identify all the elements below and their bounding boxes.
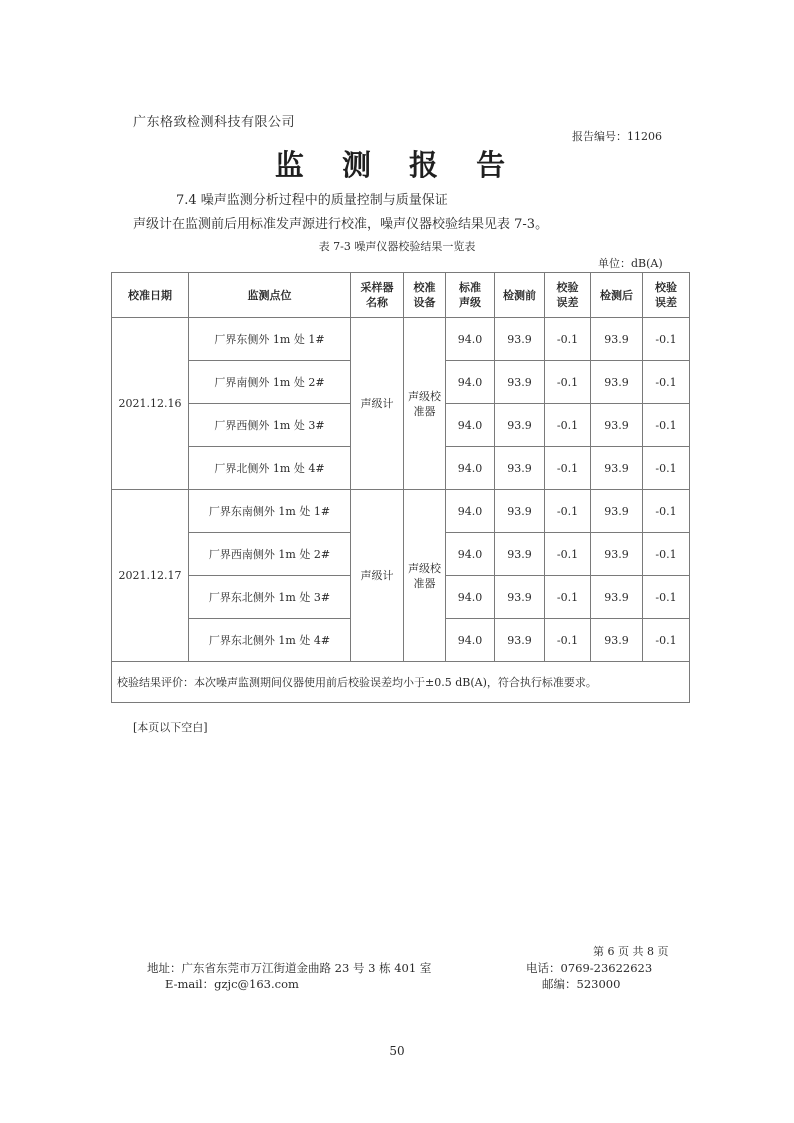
cell-device: 声级校 准器 bbox=[404, 318, 446, 490]
cell-point: 厂界南侧外 1m 处 2# bbox=[189, 361, 351, 404]
header-sampler: 采样器 名称 bbox=[351, 273, 404, 318]
cell-standard: 94.0 bbox=[446, 619, 495, 662]
footer-address: 地址：广东省东莞市万江街道金曲路 23 号 3 栋 401 室 bbox=[147, 961, 432, 975]
section-paragraph: 声级计在监测前后用标准发声源进行校准，噪声仪器校验结果见表 7-3。 bbox=[133, 217, 549, 232]
header-standard-level: 标准 声级 bbox=[446, 273, 495, 318]
cell-error-before: -0.1 bbox=[545, 576, 591, 619]
cell-device: 声级校 准器 bbox=[404, 490, 446, 662]
cell-after: 93.9 bbox=[591, 361, 643, 404]
cell-after: 93.9 bbox=[591, 490, 643, 533]
header-error-before: 校验 误差 bbox=[545, 273, 591, 318]
cell-after: 93.9 bbox=[591, 447, 643, 490]
cell-date: 2021.12.16 bbox=[112, 318, 189, 490]
footer-phone: 电话：0769-23622623 bbox=[526, 961, 653, 975]
cell-point: 厂界东侧外 1m 处 1# bbox=[189, 318, 351, 361]
cell-standard: 94.0 bbox=[446, 404, 495, 447]
table-row bbox=[112, 490, 690, 533]
cell-after: 93.9 bbox=[591, 533, 643, 576]
cell-error-before: -0.1 bbox=[545, 490, 591, 533]
page-of-label: 第 6 页 共 8 页 bbox=[593, 945, 669, 958]
table-row bbox=[112, 318, 690, 361]
cell-point: 厂界西南侧外 1m 处 2# bbox=[189, 533, 351, 576]
cell-error-after: -0.1 bbox=[643, 318, 690, 361]
cell-point: 厂界北侧外 1m 处 4# bbox=[189, 447, 351, 490]
cell-point: 厂界西侧外 1m 处 3# bbox=[189, 404, 351, 447]
section-heading: 7.4 噪声监测分析过程中的质量控制与质量保证 bbox=[176, 193, 448, 208]
footer-email: E-mail：gzjc@163.com bbox=[165, 977, 299, 991]
cell-error-after: -0.1 bbox=[643, 447, 690, 490]
cell-error-before: -0.1 bbox=[545, 361, 591, 404]
cell-before: 93.9 bbox=[495, 318, 545, 361]
cell-point: 厂界东南侧外 1m 处 1# bbox=[189, 490, 351, 533]
table-header-row bbox=[112, 273, 690, 318]
cell-after: 93.9 bbox=[591, 576, 643, 619]
cell-error-after: -0.1 bbox=[643, 404, 690, 447]
cell-standard: 94.0 bbox=[446, 318, 495, 361]
cell-point: 厂界东北侧外 1m 处 4# bbox=[189, 619, 351, 662]
cell-sampler: 声级计 bbox=[351, 490, 404, 662]
cell-error-before: -0.1 bbox=[545, 318, 591, 361]
cell-error-before: -0.1 bbox=[545, 404, 591, 447]
footer-postcode: 邮编：523000 bbox=[542, 977, 621, 991]
cell-before: 93.9 bbox=[495, 576, 545, 619]
cell-after: 93.9 bbox=[591, 619, 643, 662]
company-name: 广东格致检测科技有限公司 bbox=[133, 115, 296, 130]
report-number: 报告编号：11206 bbox=[572, 130, 662, 143]
cell-error-before: -0.1 bbox=[545, 619, 591, 662]
cell-error-before: -0.1 bbox=[545, 447, 591, 490]
cell-standard: 94.0 bbox=[446, 361, 495, 404]
page-number: 50 bbox=[389, 1044, 405, 1058]
cell-error-after: -0.1 bbox=[643, 619, 690, 662]
header-after: 检测后 bbox=[591, 273, 643, 318]
header-date: 校准日期 bbox=[112, 273, 189, 318]
cell-error-after: -0.1 bbox=[643, 576, 690, 619]
cell-after: 93.9 bbox=[591, 404, 643, 447]
cell-standard: 94.0 bbox=[446, 490, 495, 533]
cell-before: 93.9 bbox=[495, 447, 545, 490]
cell-error-after: -0.1 bbox=[643, 361, 690, 404]
cell-date: 2021.12.17 bbox=[112, 490, 189, 662]
cell-after: 93.9 bbox=[591, 318, 643, 361]
cell-error-after: -0.1 bbox=[643, 490, 690, 533]
cell-before: 93.9 bbox=[495, 533, 545, 576]
cell-before: 93.9 bbox=[495, 404, 545, 447]
cell-sampler: 声级计 bbox=[351, 318, 404, 490]
cell-point: 厂界东北侧外 1m 处 3# bbox=[189, 576, 351, 619]
cell-error-after: -0.1 bbox=[643, 533, 690, 576]
blank-note: [本页以下空白] bbox=[133, 721, 208, 734]
cell-error-before: -0.1 bbox=[545, 533, 591, 576]
header-error-after: 校验 误差 bbox=[643, 273, 690, 318]
table-caption: 表 7-3 噪声仪器校验结果一览表 bbox=[318, 240, 476, 253]
cell-standard: 94.0 bbox=[446, 447, 495, 490]
report-title: 监 测 报 告 bbox=[274, 148, 520, 182]
cell-before: 93.9 bbox=[495, 361, 545, 404]
table-remark-row bbox=[112, 662, 690, 703]
cell-standard: 94.0 bbox=[446, 576, 495, 619]
header-point: 监测点位 bbox=[189, 273, 351, 318]
calibration-table bbox=[111, 272, 690, 703]
cell-remark: 校验结果评价：本次噪声监测期间仪器使用前后校验误差均小于±0.5 dB(A)，符合执行标准要求。 bbox=[112, 662, 690, 703]
header-device: 校准 设备 bbox=[404, 273, 446, 318]
cell-before: 93.9 bbox=[495, 619, 545, 662]
header-before: 检测前 bbox=[495, 273, 545, 318]
table-unit: 单位：dB(A) bbox=[598, 257, 663, 270]
cell-standard: 94.0 bbox=[446, 533, 495, 576]
cell-before: 93.9 bbox=[495, 490, 545, 533]
